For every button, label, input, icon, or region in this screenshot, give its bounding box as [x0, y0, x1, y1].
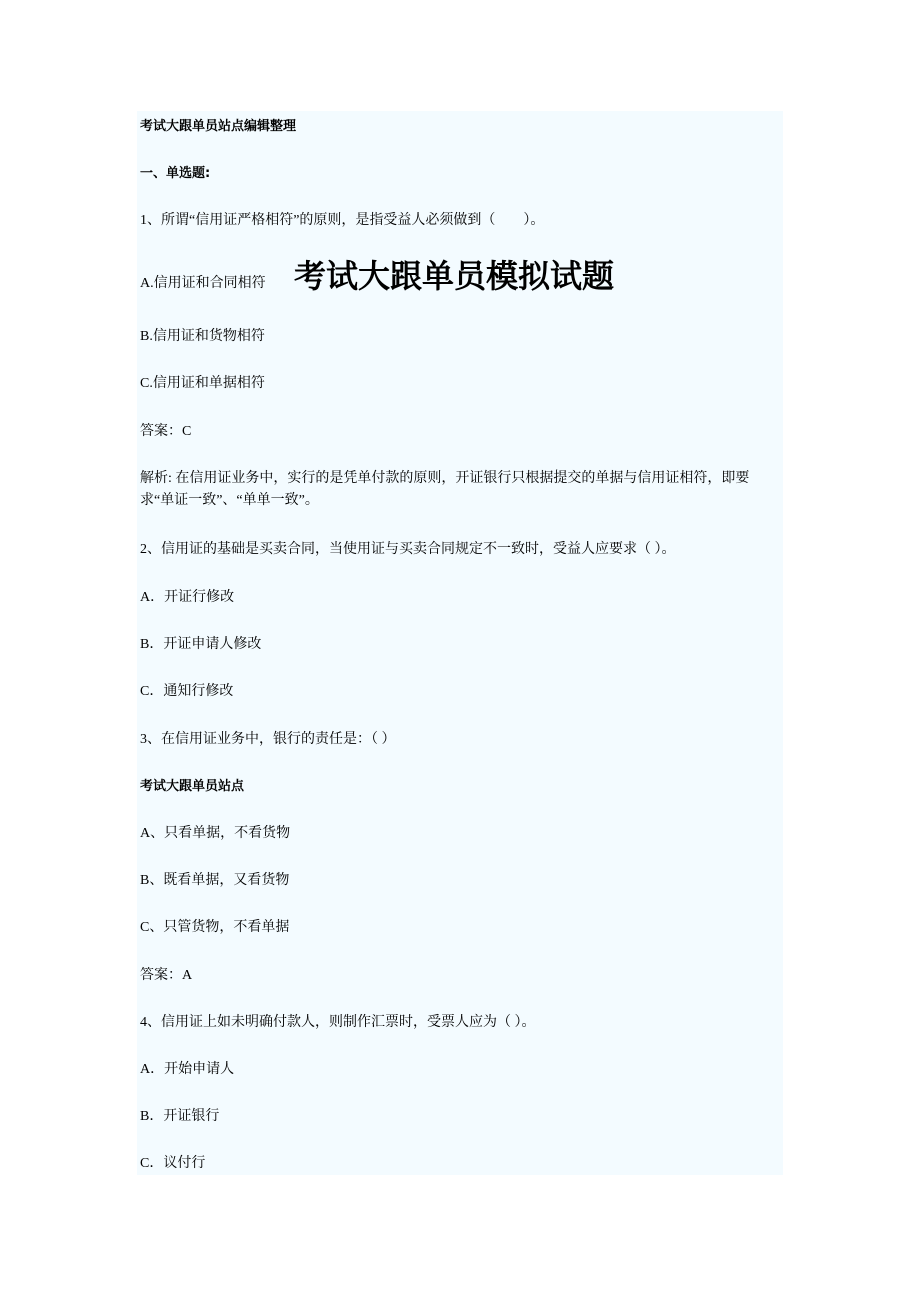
question-1-answer: 答案：C [140, 424, 192, 439]
question-1-analysis: 解析: 在信用证业务中，实行的是凭单付款的原则，开证银行只根据提交的单据与信用证相符，即要求“单证一致”、“单单一致”。 [140, 471, 750, 508]
question-4-option-c: C．议付行 [140, 1156, 206, 1171]
question-1-option-b: B.信用证和货物相符 [140, 329, 265, 344]
question-3-answer: 答案：A [140, 968, 193, 983]
question-3-option-c: C、只管货物，不看单据 [140, 920, 290, 935]
question-2-option-c: C．通知行修改 [140, 684, 234, 699]
question-4-stem: 4、信用证上如未明确付款人，则制作汇票时，受票人应为（ ）。 [140, 1015, 536, 1030]
mid-heading: 考试大跟单员站点 [140, 779, 245, 794]
overlay-title: 考试大跟单员模拟试题 [294, 257, 615, 295]
question-4-option-b: B．开证银行 [140, 1109, 220, 1124]
question-2-option-b: B．开证申请人修改 [140, 637, 262, 652]
question-1-option-a: A.信用证和合同相符 [140, 276, 266, 291]
question-3-option-a: A、只看单据，不看货物 [140, 826, 291, 841]
question-4-option-a: A．开始申请人 [140, 1062, 235, 1077]
question-1-stem: 1、所谓“信用证严格相符”的原则，是指受益人必须做到（ ）。 [140, 213, 545, 228]
section-heading: 一、单选题: [140, 166, 211, 181]
question-1-option-c: C.信用证和单据相符 [140, 376, 265, 391]
document-header-title: 考试大跟单员站点编辑整理 [140, 119, 297, 134]
question-3-stem: 3、在信用证业务中，银行的责任是：（ ） [140, 732, 396, 747]
question-2-stem: 2、信用证的基础是买卖合同，当使用证与买卖合同规定不一致时，受益人应要求（ ）。 [140, 542, 676, 557]
question-2-option-a: A．开证行修改 [140, 590, 235, 605]
question-3-option-b: B、既看单据，又看货物 [140, 873, 290, 888]
